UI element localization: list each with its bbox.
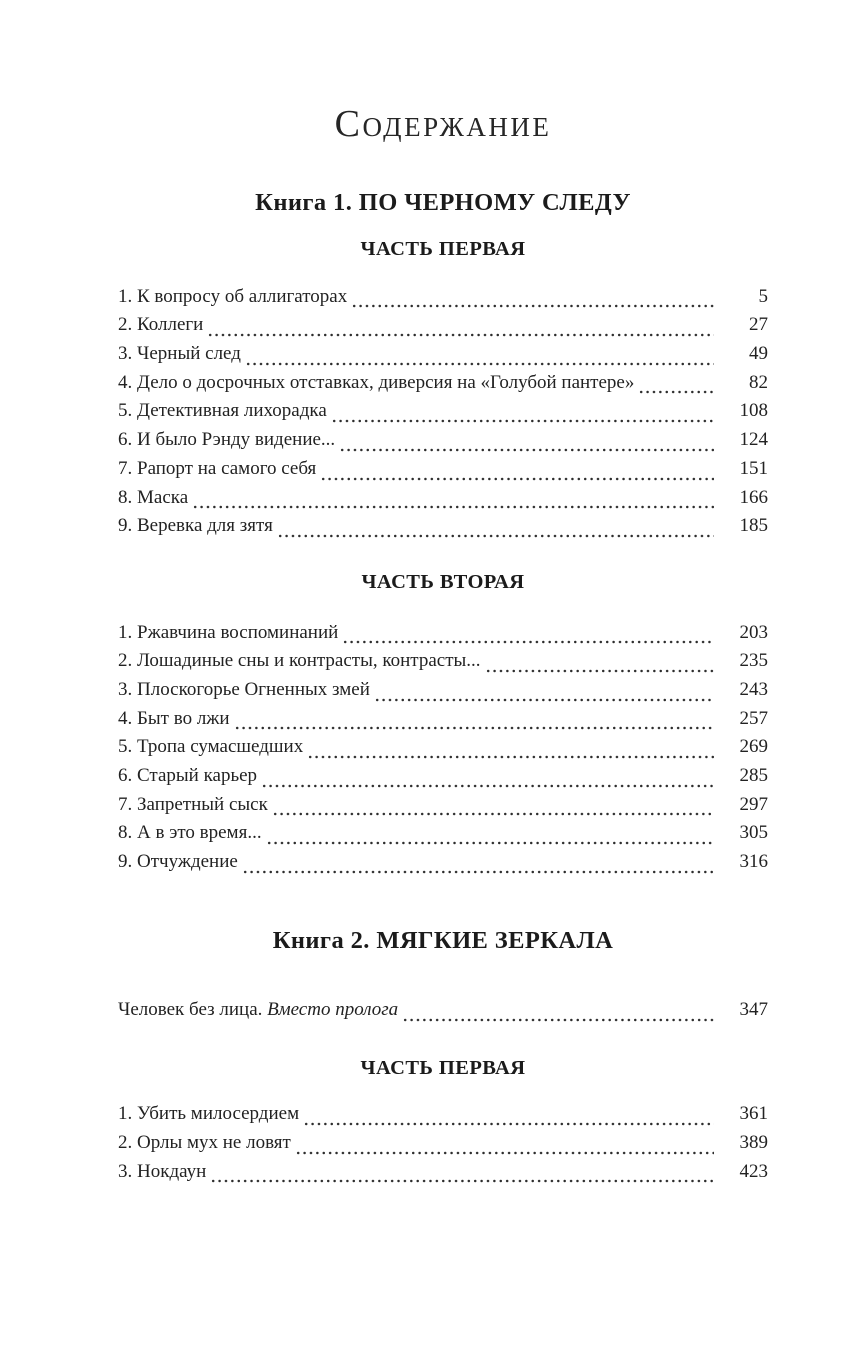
toc-entry-page: 108 xyxy=(739,400,768,422)
toc-entry-label: 2. Коллеги xyxy=(118,314,204,336)
toc-entry-label: 7. Запретный сыск xyxy=(118,793,268,815)
toc-entry-page: 347 xyxy=(739,999,768,1021)
dot-leader xyxy=(485,669,714,673)
toc-entry-page: 5 xyxy=(758,285,768,307)
toc-entry-page: 389 xyxy=(739,1132,768,1154)
toc-entry-page: 185 xyxy=(739,515,768,537)
toc-entry xyxy=(118,736,768,765)
toc-entry-label: 2. Орлы мух не ловят xyxy=(118,1132,291,1154)
toc-entry xyxy=(118,515,768,544)
toc-entry-label: 6. И было Рэнду видение... xyxy=(118,429,336,451)
prologue-label-prefix: Человек без лица. xyxy=(118,999,268,1021)
dot-leader xyxy=(272,812,714,816)
book2-part1-heading: ЧАСТЬ ПЕРВАЯ xyxy=(360,1056,526,1079)
toc-entry-label: 7. Рапорт на самого себя xyxy=(118,457,317,479)
dot-leader xyxy=(207,333,714,337)
toc-entry xyxy=(118,487,768,516)
toc-entry xyxy=(118,622,768,651)
toc-entry-label: 9. Отчуждение xyxy=(118,851,238,873)
dot-leader xyxy=(266,841,714,845)
toc-entry-page: 27 xyxy=(749,314,768,336)
toc-entry xyxy=(118,1103,768,1132)
toc-entry xyxy=(118,708,768,737)
toc-entry-label: 1. Ржавчина воспоминаний xyxy=(118,621,339,643)
dot-leader xyxy=(277,534,714,538)
toc-entry xyxy=(118,400,768,429)
dot-leader xyxy=(192,505,714,509)
toc-entry-label: 3. Нокдаун xyxy=(118,1160,207,1182)
dot-leader xyxy=(245,362,714,366)
toc-entry-page: 423 xyxy=(739,1160,768,1182)
toc-entry-label: 1. К вопросу об аллигаторах xyxy=(118,285,348,307)
dot-leader xyxy=(303,1122,714,1126)
toc-entry-page: 297 xyxy=(739,793,768,815)
book1-heading: Книга 1. ПО ЧЕРНОМУ СЛЕДУ xyxy=(255,188,631,216)
toc-entry xyxy=(118,372,768,401)
book1-part2-heading: ЧАСТЬ ВТОРАЯ xyxy=(361,570,525,593)
toc-entry-page: 269 xyxy=(739,736,768,758)
toc-entry-label: 9. Веревка для зятя xyxy=(118,515,273,537)
toc-entry xyxy=(118,822,768,851)
toc-entry xyxy=(118,314,768,343)
book2-heading: Книга 2. МЯГКИЕ ЗЕРКАЛА xyxy=(272,926,614,954)
book1-part2-entries xyxy=(118,622,768,880)
toc-entry-label: 4. Дело о досрочных отставках, диверсия на «Голубой пантере» xyxy=(118,371,635,393)
toc-entry-label: 5. Детективная лихорадка xyxy=(118,400,327,422)
toc-entry xyxy=(118,794,768,823)
toc-entry-page: 124 xyxy=(739,429,768,451)
toc-entry-label: 6. Старый карьер xyxy=(118,764,258,786)
book1-part1-heading: ЧАСТЬ ПЕРВАЯ xyxy=(360,238,526,261)
toc-entry-page: 305 xyxy=(739,822,768,844)
book2-part1-entries xyxy=(118,1103,768,1189)
toc-entry-page: 285 xyxy=(739,764,768,786)
dot-leader xyxy=(331,419,714,423)
toc-entry xyxy=(118,1161,768,1190)
toc-entry xyxy=(118,679,768,708)
toc-entry-page: 82 xyxy=(749,371,768,393)
toc-entry xyxy=(118,429,768,458)
toc-entry-label: 8. А в это время... xyxy=(118,822,262,844)
toc-entry-label: 3. Плоскогорье Огненных змей xyxy=(118,678,370,700)
toc-entry-label: 1. Убить милосердием xyxy=(118,1103,300,1125)
page-title: Содержание xyxy=(334,103,552,145)
toc-entry xyxy=(118,343,768,372)
toc-entry-label: 5. Тропа сумасшедших xyxy=(118,736,304,758)
toc-entry-page: 166 xyxy=(739,486,768,508)
prologue-label xyxy=(118,999,398,1021)
dot-leader xyxy=(320,477,714,481)
toc-entry xyxy=(118,458,768,487)
toc-entry-label: 4. Быт во лжи xyxy=(118,707,230,729)
toc-entry-page: 235 xyxy=(739,650,768,672)
toc-entry xyxy=(118,765,768,794)
toc-entry-page: 49 xyxy=(749,343,768,365)
toc-entry-label: 8. Маска xyxy=(118,486,189,508)
prologue-label-italic: Вместо пролога xyxy=(267,999,399,1021)
toc-entry-label: 2. Лошадиные сны и контрасты, контрасты... xyxy=(118,650,481,672)
toc-entry-page: 243 xyxy=(739,678,768,700)
dot-leader xyxy=(339,448,714,452)
toc-entry xyxy=(118,286,768,315)
toc-entry-page: 203 xyxy=(739,621,768,643)
dot-leader xyxy=(342,640,714,644)
dot-leader xyxy=(234,726,714,730)
toc-entry-page: 361 xyxy=(739,1103,768,1125)
dot-leader xyxy=(351,304,714,308)
dot-leader xyxy=(374,698,714,702)
book1-part1-entries xyxy=(118,286,768,544)
toc-entry-page: 257 xyxy=(739,707,768,729)
dot-leader xyxy=(307,755,714,759)
dot-leader xyxy=(242,870,714,874)
dot-leader xyxy=(638,390,714,394)
toc-entry-page: 316 xyxy=(739,851,768,873)
dot-leader xyxy=(402,1018,714,1022)
toc-entry-page: 151 xyxy=(739,457,768,479)
toc-entry xyxy=(118,650,768,679)
dot-leader xyxy=(261,784,714,788)
prologue-entry xyxy=(118,999,768,1028)
dot-leader xyxy=(210,1179,714,1183)
toc-entry-label: 3. Черный след xyxy=(118,343,241,365)
toc-entry xyxy=(118,851,768,880)
toc-entry xyxy=(118,1132,768,1161)
dot-leader xyxy=(295,1151,714,1155)
